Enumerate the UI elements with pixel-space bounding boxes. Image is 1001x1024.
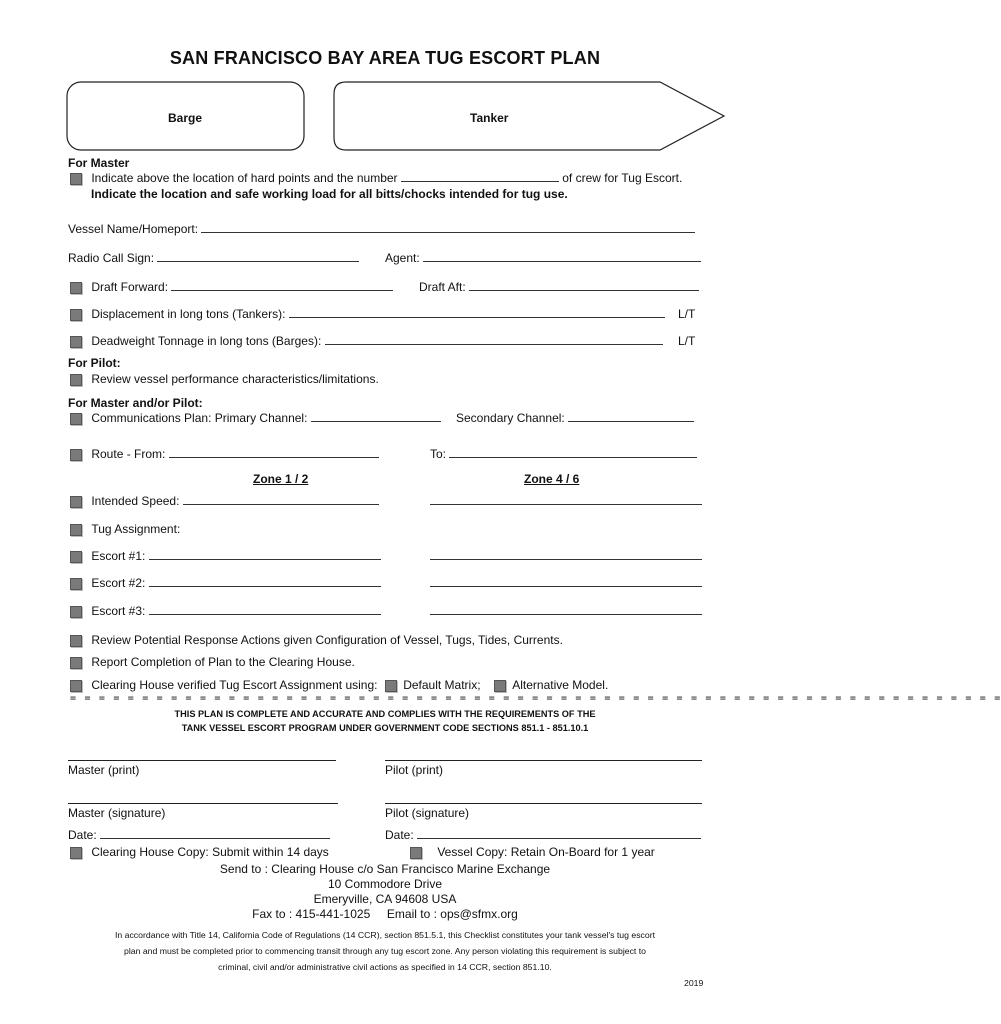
agent-row [385, 251, 701, 265]
vessel-copy-checkbox[interactable] [410, 847, 422, 859]
escort3-zone46-field[interactable] [430, 604, 702, 615]
tug-assignment-label: Tug Assignment: [91, 522, 181, 536]
pilot-print-label: Pilot (print) [385, 763, 444, 777]
displacement-field[interactable] [289, 307, 665, 318]
clearing-verified-label: Clearing House verified Tug Escort Assignment using: [91, 678, 378, 692]
secondary-channel-field[interactable] [568, 411, 694, 422]
alternative-model-label: Alternative Model. [512, 678, 609, 692]
agent-label: Agent: [385, 251, 420, 265]
default-matrix-label: Default Matrix; [403, 678, 481, 692]
radio-call-row [68, 251, 359, 265]
hard-points-row [70, 171, 682, 185]
report-completion-row [70, 655, 355, 669]
tanker-label: Tanker [470, 111, 509, 125]
vessel-name-row [68, 222, 695, 236]
draft-aft-label: Draft Aft: [419, 280, 466, 294]
date-right-label: Date: [385, 828, 414, 842]
crew-count-field[interactable] [401, 171, 559, 182]
escort3-zone12-field[interactable] [149, 604, 381, 615]
escort3-checkbox[interactable] [70, 606, 82, 618]
route-to-label: To: [430, 447, 447, 461]
tug-assignment-row [70, 522, 180, 536]
displacement-unit: L/T [678, 307, 696, 321]
zone-right-header: Zone 4 / 6 [524, 472, 580, 486]
pilot-signature-label: Pilot (signature) [385, 806, 470, 820]
comms-primary-label: Communications Plan: Primary Channel: [91, 411, 308, 425]
alternative-model-checkbox[interactable] [494, 680, 506, 692]
bitts-instruction: Indicate the location and safe working load for all bitts/chocks intended for tug use. [91, 187, 568, 201]
vessel-diagram [0, 0, 770, 160]
vessel-name-label: Vessel Name/Homeport: [68, 222, 199, 236]
master-signature-line[interactable] [68, 803, 338, 804]
date-right-row [385, 828, 701, 842]
master-signature-label: Master (signature) [68, 806, 166, 820]
pilot-review-row [70, 372, 379, 386]
compliance-line2: TANK VESSEL ESCORT PROGRAM UNDER GOVERNMENT CODE SECTIONS 851.1 - 851.10.1 [181, 723, 589, 733]
footer-year: 2019 [684, 978, 704, 988]
separator: = = = = = = = = = = = = = = = = = = = = = = = = = = = = = = = = = = = = = = = = = = = = = = = = = = = = = = = = = = = = = = = = = [70, 693, 1001, 704]
escort3-row [70, 604, 381, 618]
zone-left-header: Zone 1 / 2 [253, 472, 309, 486]
deadweight-unit: L/T [678, 334, 696, 348]
clearing-copy-checkbox[interactable] [70, 847, 82, 859]
escort2-label: Escort #2: [91, 576, 146, 590]
hard-points-checkbox[interactable] [70, 173, 82, 185]
page-title: SAN FRANCISCO BAY AREA TUG ESCORT PLAN [169, 48, 601, 68]
draft-forward-field[interactable] [171, 280, 393, 291]
draft-aft-field[interactable] [469, 280, 699, 291]
send-to-line3: Emeryville, CA 94608 USA [313, 892, 457, 906]
review-response-row [70, 633, 563, 647]
deadweight-checkbox[interactable] [70, 336, 82, 348]
master-heading: For Master [68, 156, 130, 170]
master-pilot-heading: For Master and/or Pilot: [68, 396, 203, 410]
send-to-line2: 10 Commodore Drive [327, 877, 443, 891]
comms-checkbox[interactable] [70, 413, 82, 425]
date-left-field[interactable] [100, 828, 330, 839]
escort2-zone12-field[interactable] [149, 576, 381, 587]
escort1-label: Escort #1: [91, 549, 146, 563]
draft-forward-label: Draft Forward: [91, 280, 169, 294]
default-matrix-checkbox[interactable] [385, 680, 397, 692]
review-response-checkbox[interactable] [70, 635, 82, 647]
tug-assignment-checkbox[interactable] [70, 524, 82, 536]
escort1-zone46-field[interactable] [430, 549, 702, 560]
footer-line1: In accordance with Title 14, California Code of Regulations (14 CCR), section 851.5.1, this Checklist constitutes your tank vessel's tug escort [114, 930, 656, 940]
vessel-copy-row [410, 845, 655, 859]
comms-row [70, 411, 441, 425]
hard-points-label: Indicate above the location of hard points and the number [91, 171, 398, 185]
footer-line3: criminal, civil and/or administrative civil actions as specified in 14 CCR, section 851.10. [218, 962, 552, 972]
speed-zone12-field[interactable] [183, 494, 379, 505]
pilot-review-checkbox[interactable] [70, 374, 82, 386]
draft-forward-checkbox[interactable] [70, 282, 82, 294]
date-right-field[interactable] [417, 828, 701, 839]
deadweight-label: Deadweight Tonnage in long tons (Barges): [91, 334, 322, 348]
escort1-row [70, 549, 381, 563]
comms-secondary-label: Secondary Channel: [456, 411, 565, 425]
escort2-row [70, 576, 381, 590]
report-completion-label: Report Completion of Plan to the Clearing House. [91, 655, 355, 669]
route-from-label: Route - From: [91, 447, 166, 461]
review-response-label: Review Potential Response Actions given Configuration of Vessel, Tugs, Tides, Currents. [91, 633, 563, 647]
route-from-row [70, 447, 379, 461]
clearing-verified-row [70, 678, 608, 692]
report-completion-checkbox[interactable] [70, 657, 82, 669]
speed-checkbox[interactable] [70, 496, 82, 508]
pilot-print-line[interactable] [385, 760, 702, 761]
master-print-line[interactable] [68, 760, 336, 761]
send-to-line1: Send to : Clearing House c/o San Francisco Marine Exchange [219, 862, 551, 876]
pilot-review-label: Review vessel performance characteristics/limitations. [91, 372, 379, 386]
route-from-field[interactable] [169, 447, 379, 458]
send-to-line4: Fax to : 415-441-1025 Email to : ops@sfmx.org [252, 907, 518, 921]
hard-points-suffix: of crew for Tug Escort. [562, 171, 683, 185]
pilot-signature-line[interactable] [385, 803, 702, 804]
vessel-copy-label: Vessel Copy: Retain On-Board for 1 year [437, 845, 655, 859]
speed-zone46-field[interactable] [430, 494, 702, 505]
displacement-label: Displacement in long tons (Tankers): [91, 307, 286, 321]
speed-row [70, 494, 379, 508]
displacement-checkbox[interactable] [70, 309, 82, 321]
escort1-zone12-field[interactable] [149, 549, 381, 560]
route-to-row [430, 447, 697, 461]
radio-call-field[interactable] [157, 251, 359, 262]
escort3-label: Escort #3: [91, 604, 146, 618]
draft-forward-row [70, 280, 393, 294]
deadweight-field[interactable] [325, 334, 663, 345]
clearing-copy-row [70, 845, 329, 859]
barge-label: Barge [168, 111, 203, 125]
vessel-name-field[interactable] [201, 222, 695, 233]
speed-label: Intended Speed: [91, 494, 180, 508]
clearing-copy-label: Clearing House Copy: Submit within 14 days [91, 845, 329, 859]
displacement-row [70, 307, 665, 321]
tanker-shape [334, 82, 724, 150]
secondary-channel-row [456, 411, 694, 425]
pilot-heading: For Pilot: [68, 356, 121, 370]
date-left-row [68, 828, 330, 842]
escort2-checkbox[interactable] [70, 578, 82, 590]
route-checkbox[interactable] [70, 449, 82, 461]
agent-field[interactable] [423, 251, 701, 262]
compliance-line1: THIS PLAN IS COMPLETE AND ACCURATE AND COMPLIES WITH THE REQUIREMENTS OF THE [174, 709, 596, 719]
radio-call-label: Radio Call Sign: [68, 251, 155, 265]
primary-channel-field[interactable] [311, 411, 441, 422]
draft-aft-row [419, 280, 699, 294]
master-print-label: Master (print) [68, 763, 140, 777]
clearing-verified-checkbox[interactable] [70, 680, 82, 692]
footer-line2: plan and must be completed prior to commencing transit through any tug escort zone. Any person violating this requirement is subject to [123, 946, 646, 956]
date-left-label: Date: [68, 828, 97, 842]
escort1-checkbox[interactable] [70, 551, 82, 563]
route-to-field[interactable] [449, 447, 697, 458]
escort2-zone46-field[interactable] [430, 576, 702, 587]
deadweight-row [70, 334, 663, 348]
